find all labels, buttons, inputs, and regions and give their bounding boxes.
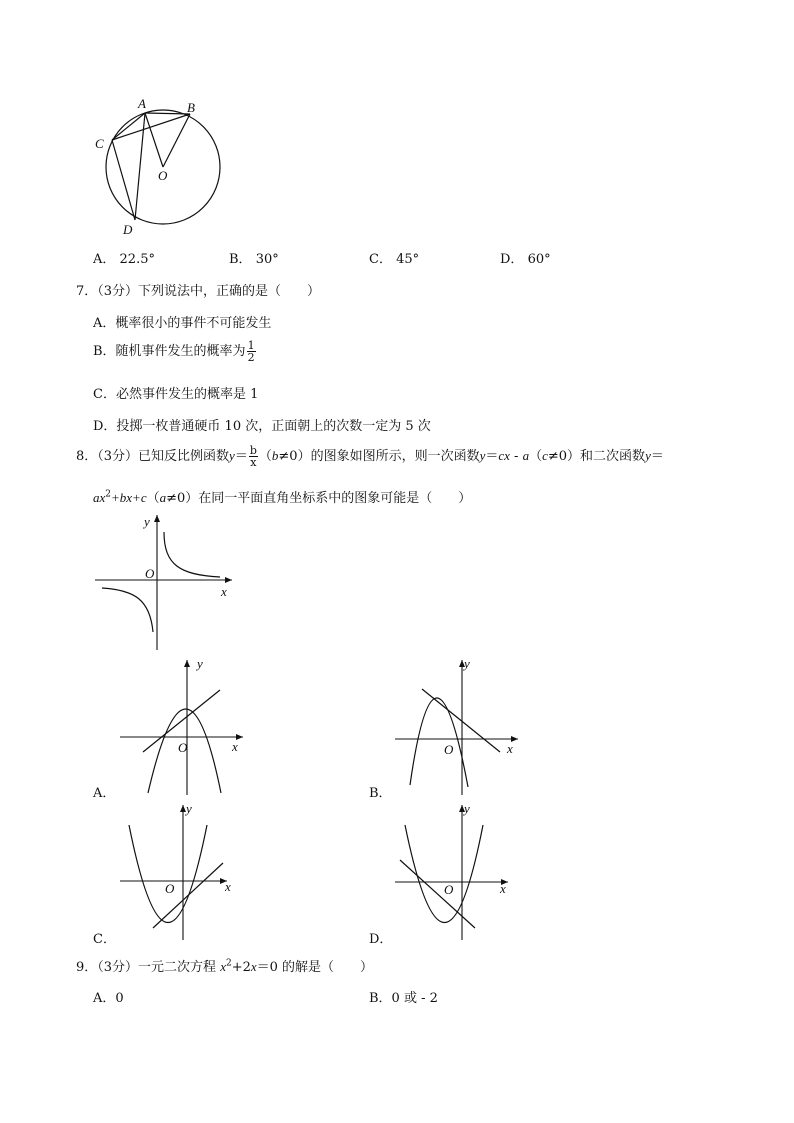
var-c: c: [542, 448, 548, 463]
option-text: B．随机事件发生的概率为: [93, 344, 246, 359]
var-a: a: [522, 448, 530, 463]
exponent: 2: [105, 489, 112, 500]
axis-label-x: x: [232, 739, 238, 754]
q8-graph-b: [390, 655, 525, 795]
stem-text: ≠0）在同一平面直角坐标系中的图象可能是（ ）: [166, 491, 472, 506]
parabola: [405, 825, 483, 923]
q6-option-c: [369, 248, 419, 267]
var-x: x: [220, 959, 226, 974]
q8-option-d-label: D．: [369, 932, 393, 947]
origin-label: O: [444, 882, 454, 897]
axis-label-x: x: [225, 879, 231, 894]
axis-label-y: y: [464, 656, 470, 671]
origin-label: O: [178, 740, 188, 755]
q8-hyperbola-figure: [90, 510, 240, 655]
q8-graph-c: [115, 800, 250, 940]
option-letter: B．: [229, 252, 252, 267]
label-b: B: [187, 100, 195, 115]
axis-label-y: y: [464, 801, 470, 816]
option-text: 60°: [527, 252, 551, 267]
stem-text: ≠0）的图象如图所示，则一次函数: [278, 449, 480, 464]
fraction-b-over-x: [249, 445, 258, 468]
paren: （: [258, 449, 272, 464]
equals-sign: ＝: [650, 449, 664, 464]
q7-stem: 7．（3分）下列说法中，正确的是（ ）: [76, 284, 321, 299]
line: [153, 863, 223, 928]
option-text: 22.5°: [119, 252, 155, 267]
equals-sign: ＝: [485, 449, 499, 464]
origin-label: O: [165, 881, 175, 896]
parabola: [410, 698, 468, 787]
label-o: O: [158, 168, 168, 183]
q8-option-b-label: B．: [369, 786, 392, 801]
axis-label-y: y: [144, 514, 150, 529]
q8-stem-line1: [76, 445, 664, 468]
var-b: b: [271, 448, 279, 463]
paren: （: [529, 449, 543, 464]
exponent: 2: [225, 958, 232, 969]
fraction-numerator: 1: [247, 339, 255, 352]
stem-text: 8．（3分）已知反比例函数: [76, 449, 230, 464]
fraction-denominator: 2: [247, 351, 255, 364]
fraction-one-half: [247, 340, 256, 363]
stem-text: ≠0）和二次函数: [547, 449, 646, 464]
axis-label-x: x: [221, 584, 227, 599]
origin-label: O: [145, 566, 155, 581]
hyperbola-branch-q1: [164, 532, 220, 577]
option-text: 45°: [396, 252, 420, 267]
q8-graph-a: [115, 655, 250, 795]
option-letter: C．: [369, 252, 392, 267]
q7-option-b: [93, 340, 257, 363]
q7-option-d: D．投掷一枚普通硬币 10 次，正面朝上的次数一定为 5 次: [93, 419, 431, 434]
fraction-numerator: b: [249, 444, 257, 457]
q7-option-c: C．必然事件发生的概率是 1: [93, 387, 259, 402]
paren: （: [146, 491, 160, 506]
label-a: A: [138, 96, 146, 111]
axis-label-x: x: [507, 741, 513, 756]
var-a: a: [159, 490, 167, 505]
parabola: [129, 825, 207, 923]
q9-stem: [76, 956, 373, 975]
axis-label-y: y: [186, 801, 192, 816]
line: [400, 860, 475, 928]
var-x: x: [250, 959, 257, 974]
q9-option-b: B．0 或 - 2: [369, 991, 438, 1006]
line: [422, 689, 500, 752]
minus-sign: -: [509, 449, 523, 464]
q6-option-a: [93, 248, 155, 267]
chord-ad: [135, 113, 145, 220]
label-d: D: [123, 222, 133, 237]
fraction-denominator: x: [250, 456, 257, 469]
q6-option-b: [229, 248, 279, 267]
q8-option-a-label: A．: [93, 786, 116, 801]
stem-text: 9．（3分）一元二次方程: [76, 960, 221, 975]
q6-option-d: [500, 248, 551, 267]
q9-option-a: A．0: [93, 991, 124, 1006]
stem-text: ＝0 的解是（ ）: [256, 960, 374, 975]
q8-stem-line2: [93, 487, 471, 506]
var-y: y: [645, 448, 651, 463]
q7-option-a: A．概率很小的事件不可能发生: [93, 316, 272, 331]
option-letter: D．: [500, 252, 524, 267]
origin-label: O: [444, 742, 454, 757]
chord-ca: [112, 113, 145, 140]
axis-label-y: y: [197, 656, 203, 671]
var-y: y: [479, 448, 486, 463]
option-text: 30°: [255, 252, 279, 267]
hyperbola-branch-q3: [102, 588, 153, 632]
q6-circle-figure: [90, 95, 230, 240]
expr-bx-c: +bx+c: [111, 490, 147, 505]
axis-label-x: x: [500, 881, 506, 896]
expr-cx: cx: [498, 448, 510, 463]
q8-graph-d: [390, 800, 525, 940]
plus-term: +2: [231, 960, 251, 975]
segment-ao: [145, 113, 163, 167]
q8-option-c-label: C．: [93, 932, 116, 947]
expr-ax: ax: [93, 490, 106, 505]
var-y: y: [229, 448, 235, 463]
label-c: C: [95, 136, 104, 151]
option-letter: A．: [93, 252, 116, 267]
equals-sign: ＝: [234, 449, 248, 464]
